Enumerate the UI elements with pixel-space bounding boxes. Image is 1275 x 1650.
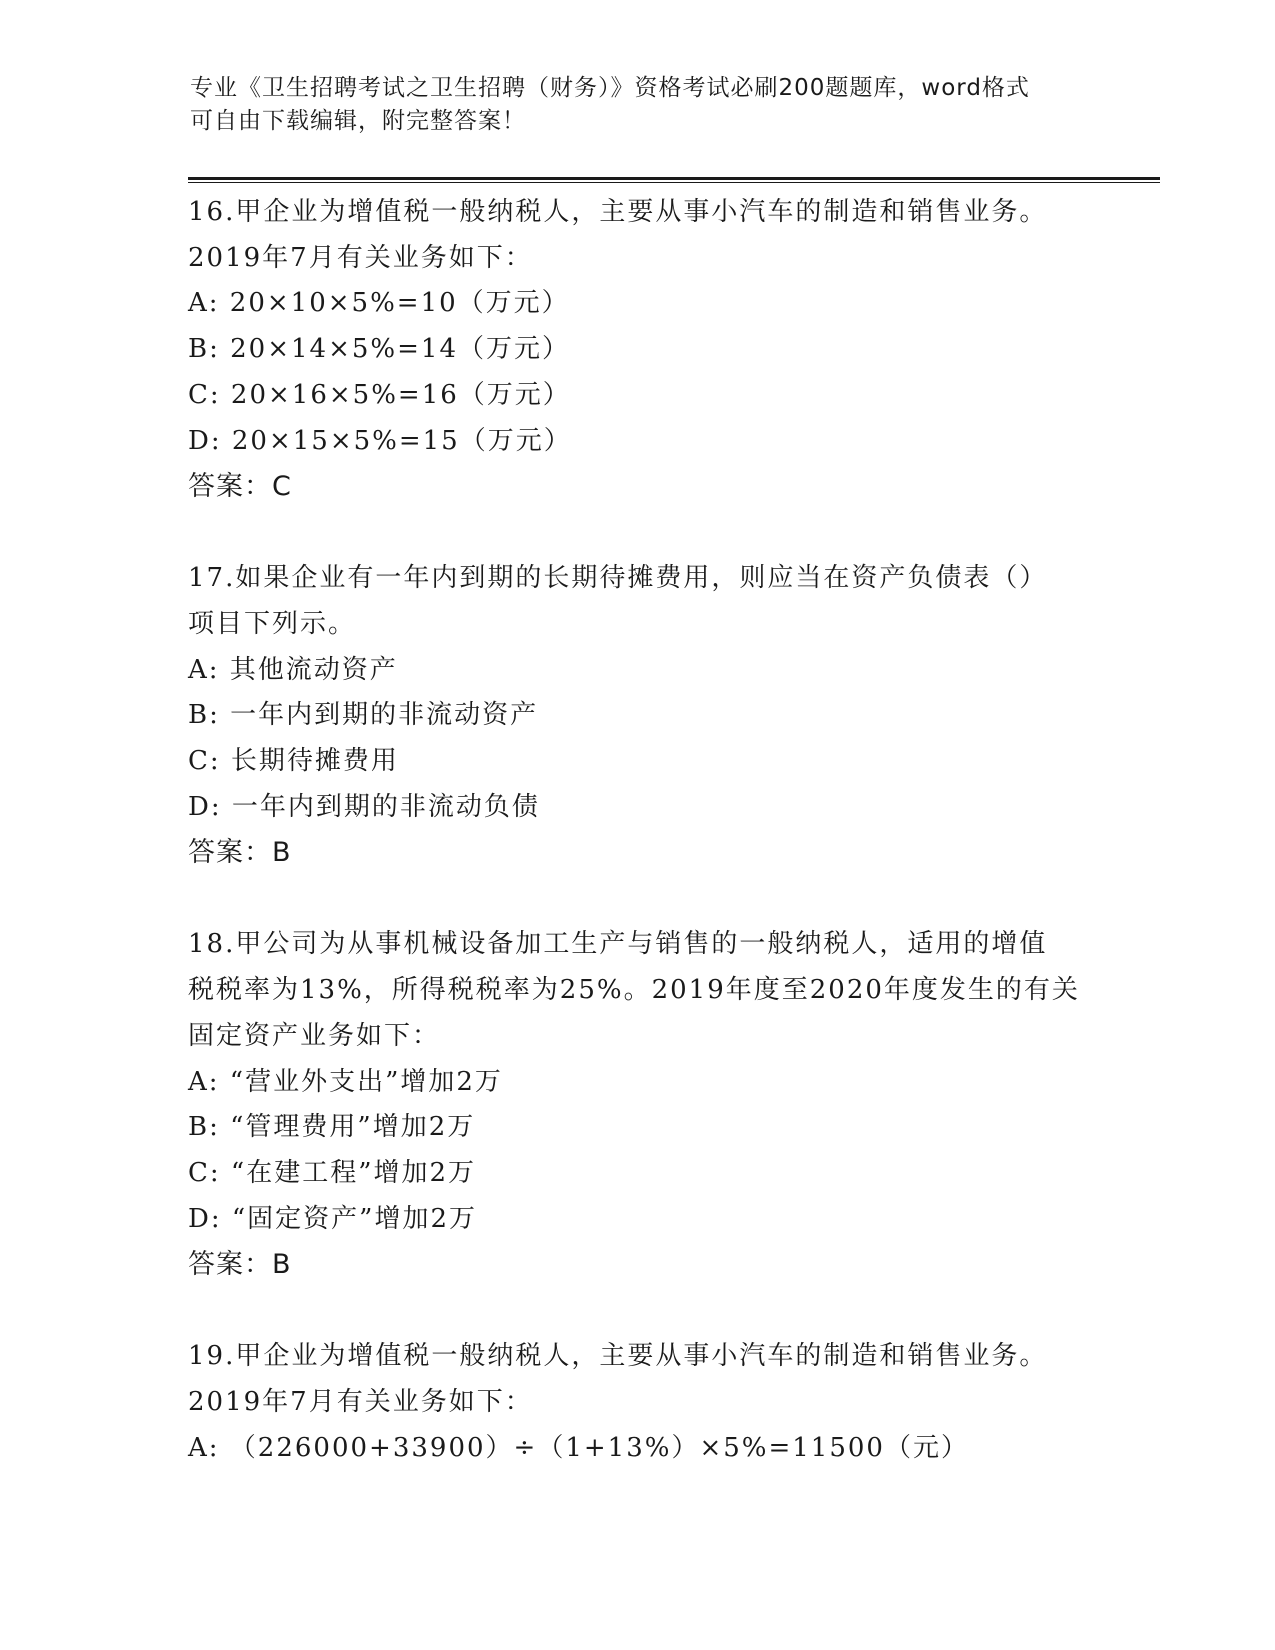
option-b: B: “管理费用”增加2万 [188,1112,476,1143]
question-18 [188,922,1088,1288]
answer-line: 答案：B [188,1249,292,1281]
option-a: A: 其他流动资产 [188,654,398,685]
option-a: A: （226000+33900）÷（1+13%）×5%=11500（元） [188,1432,969,1463]
header-line-2: 可自由下载编辑，附完整答案！ [190,108,526,134]
option-b: B: 一年内到期的非流动资产 [188,700,539,731]
option-a: A: 20×10×5%=10（万元） [188,288,570,319]
question-stem-line: 18.甲公司为从事机械设备加工生产与销售的一般纳税人，适用的增值 [188,929,1048,960]
question-list [188,190,1088,1517]
option-a: A: “营业外支出”增加2万 [188,1066,503,1097]
option-c: C: 20×16×5%=16（万元） [188,379,571,410]
option-c: C: “在建工程”增加2万 [188,1157,477,1188]
question-stem-line: 2019年7月有关业务如下： [188,242,533,273]
option-d: D: 20×15×5%=15（万元） [188,425,572,456]
answer-line: 答案：C [188,471,292,503]
document-header [190,72,1070,138]
option-d: D: 一年内到期的非流动负债 [188,791,540,822]
question-stem-line: 固定资产业务如下： [188,1020,441,1051]
question-stem-line: 16.甲企业为增值税一般纳税人，主要从事小汽车的制造和销售业务。 [188,197,1048,227]
header-rule-thin [188,182,1160,183]
question-stem-line: 2019年7月有关业务如下： [188,1387,533,1418]
question-stem-line: 17.如果企业有一年内到期的长期待摊费用，则应当在资产负债表（） [188,563,1048,594]
question-stem-line: 19.甲企业为增值税一般纳税人，主要从事小汽车的制造和销售业务。 [188,1341,1048,1372]
option-b: B: 20×14×5%=14（万元） [188,334,570,365]
header-line-1: 专业《卫生招聘考试之卫生招聘（财务）》资格考试必刷200题题库，word格式 [190,75,1030,101]
question-17 [188,556,1088,876]
header-rule-thick [188,177,1160,180]
question-stem-line: 税税率为13%，所得税税率为25%。2019年度至2020年度发生的有关 [188,975,1080,1006]
question-19 [188,1334,1088,1471]
option-d: D: “固定资产”增加2万 [188,1203,477,1234]
option-c: C: 长期待摊费用 [188,746,399,777]
answer-line: 答案：B [188,837,292,869]
question-16 [188,190,1088,510]
question-stem-line: 项目下列示。 [188,608,357,639]
